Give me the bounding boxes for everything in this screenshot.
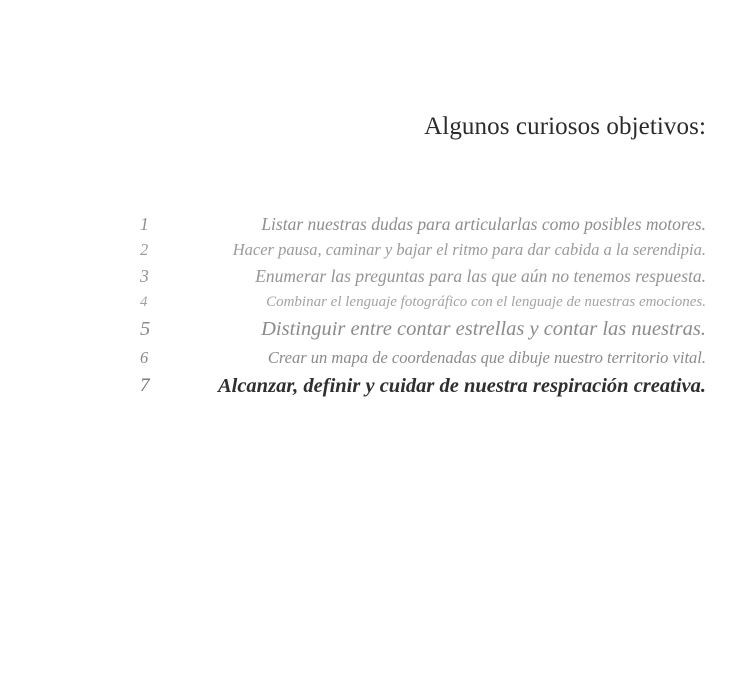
list-item — [0, 290, 706, 316]
list-item-text: Listar nuestras dudas para articularlas como posibles motores. — [261, 214, 706, 234]
list-item-number: 2 — [140, 240, 149, 259]
list-item-text: Alcanzar, definir y cuidar de nuestra respiración creativa. — [217, 375, 706, 397]
page-title-block — [0, 112, 706, 142]
list-item-text: Distinguir entre contar estrellas y contar las nuestras. — [261, 318, 706, 340]
list-item-text: Hacer pausa, caminar y bajar el ritmo para dar cabida a la serendipia. — [232, 240, 706, 259]
objectives-list — [0, 212, 706, 402]
list-item-number: 1 — [140, 214, 149, 234]
list-item-text: Enumerar las preguntas para las que aún no tenemos respuesta. — [255, 266, 706, 286]
list-item — [0, 238, 706, 264]
page-title: Algunos curiosos objetivos: — [424, 113, 706, 140]
list-item-number: 3 — [140, 266, 149, 286]
list-item — [0, 316, 706, 345]
list-item-number: 7 — [140, 375, 150, 396]
list-item — [0, 372, 706, 402]
list-item — [0, 345, 706, 372]
list-item — [0, 212, 706, 238]
list-item — [0, 264, 706, 290]
list-item-number: 5 — [140, 318, 151, 340]
list-item-text: Crear un mapa de coordenadas que dibuje nuestro territorio vital. — [267, 348, 706, 367]
list-item-text: Combinar el lenguaje fotográfico con el lenguaje de nuestras emociones. — [266, 294, 706, 310]
list-item-number: 6 — [140, 348, 149, 367]
list-item-number: 4 — [140, 294, 148, 310]
